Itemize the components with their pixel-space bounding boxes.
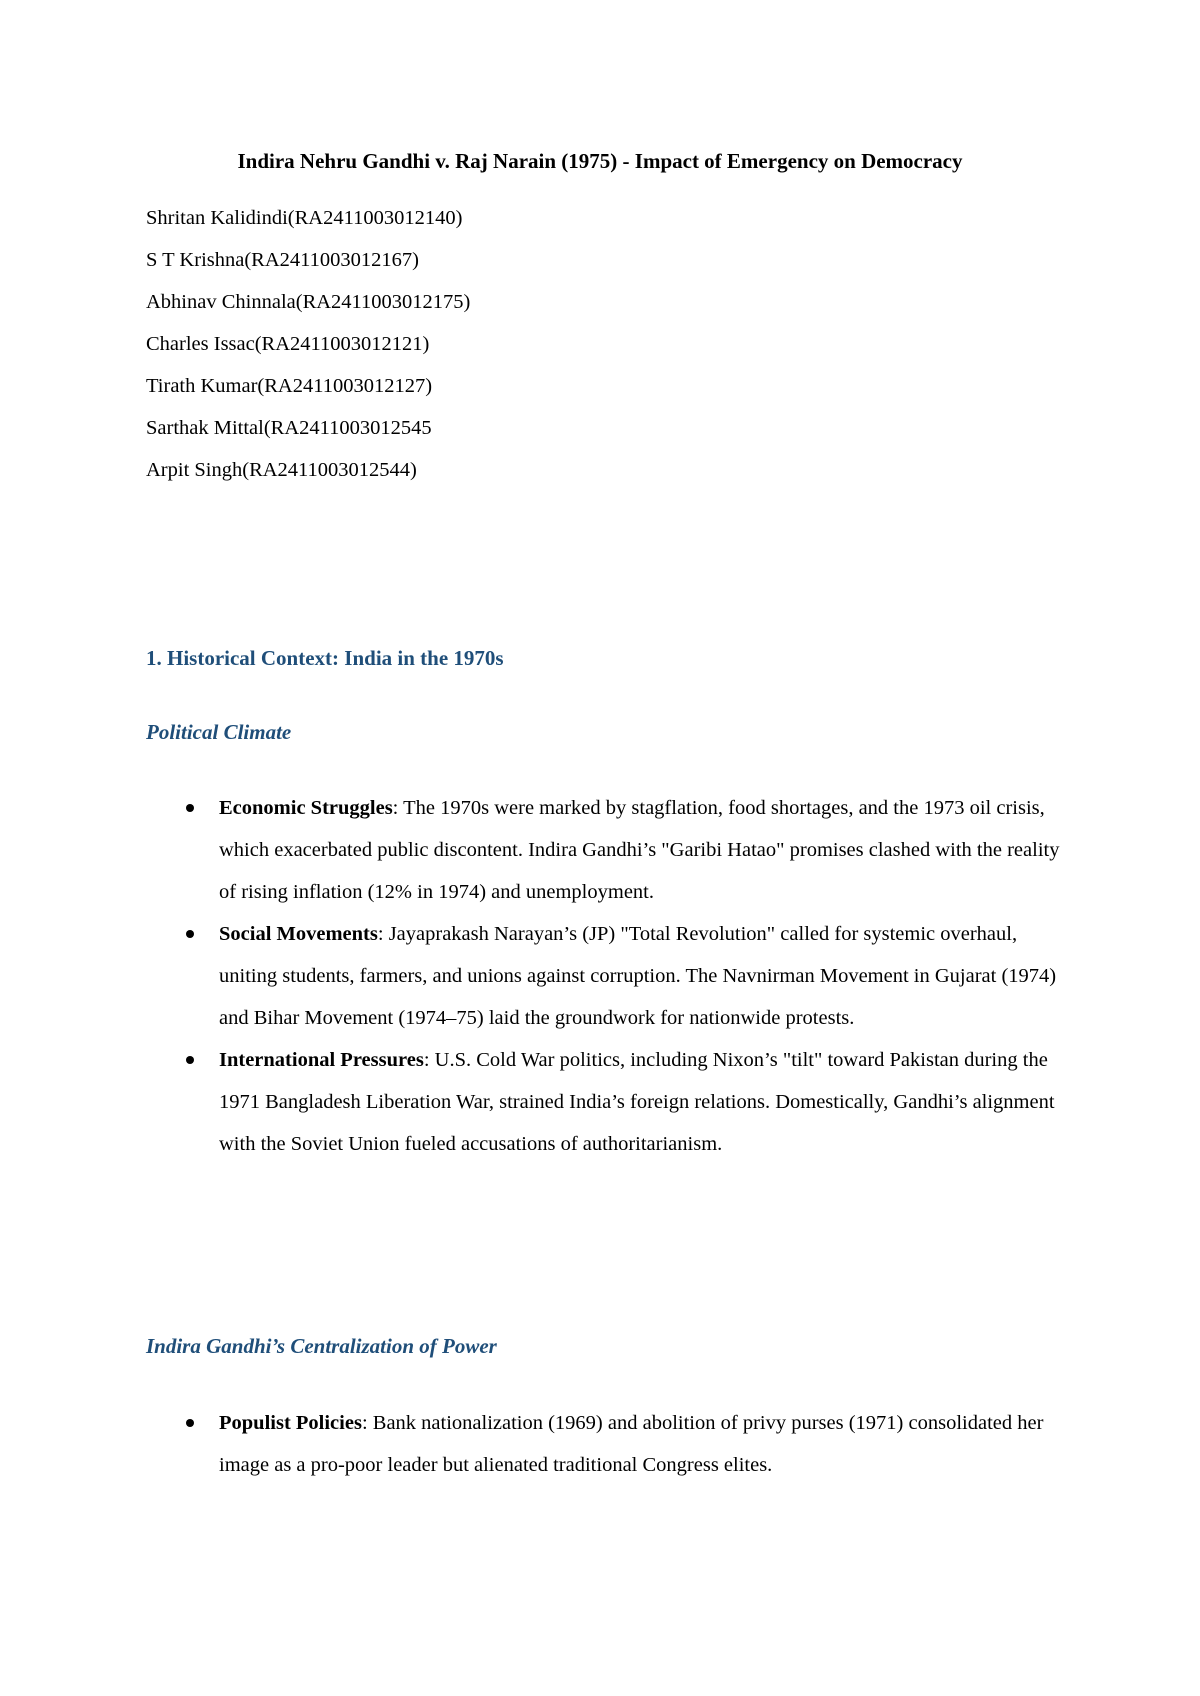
author-list — [146, 204, 470, 498]
bullet-icon — [186, 1419, 194, 1427]
author-entry: Arpit Singh(RA2411003012544) — [146, 459, 417, 481]
list-item — [146, 1039, 1066, 1165]
bullet-term: Economic Struggles — [219, 797, 393, 819]
author-entry: Charles Issac(RA2411003012121) — [146, 333, 430, 355]
bullet-icon — [186, 930, 194, 938]
author-entry: S T Krishna(RA2411003012167) — [146, 249, 419, 271]
subsection-heading-political-climate: Political Climate — [146, 720, 292, 744]
bullet-icon — [186, 1056, 194, 1064]
bullet-list-political-climate — [146, 787, 1066, 1165]
list-item — [146, 787, 1066, 913]
document-title: Indira Nehru Gandhi v. Raj Narain (1975) - Impact of Emergency on Democracy — [237, 149, 963, 173]
subsection-heading-centralization: Indira Gandhi’s Centralization of Power — [146, 1334, 497, 1358]
bullet-separator: : — [361, 1412, 368, 1434]
bullet-separator: : — [377, 923, 384, 945]
bullet-separator: : — [423, 1049, 430, 1071]
bullet-text: Jayaprakash Narayan’s (JP) "Total Revolution" called for systemic overhaul, uniting students, farmers, and unions against corruption. The Navnirman Movement in Gujarat (1974) and Bihar Movement (1974–75) laid the groundwork for nationwide protests. — [219, 923, 1057, 1029]
bullet-text: U.S. Cold War politics, including Nixon’s "tilt" toward Pakistan during the 1971 Bangladesh Liberation War, strained India’s foreign relations. Domestically, Gandhi’s alignment with the Soviet Union fueled accusations of authoritarianism. — [219, 1049, 1055, 1155]
bullet-separator: : — [392, 797, 399, 819]
bullet-term: Social Movements — [219, 923, 378, 945]
author-entry: Sarthak Mittal(RA2411003012545 — [146, 417, 432, 439]
author-entry: Tirath Kumar(RA2411003012127) — [146, 375, 433, 397]
bullet-term: Populist Policies — [219, 1412, 362, 1434]
author-entry: Abhinav Chinnala(RA2411003012175) — [146, 291, 471, 313]
bullet-icon — [186, 804, 194, 812]
bullet-text: The 1970s were marked by stagflation, food shortages, and the 1973 oil crisis, which exacerbated public discontent. Indira Gandhi’s "Garibi Hatao" promises clashed with the reality of rising inflation (12% in 1974) and unemployment. — [219, 797, 1060, 903]
list-item — [146, 1402, 1066, 1486]
section-heading: 1. Historical Context: India in the 1970s — [146, 646, 504, 670]
list-item — [146, 913, 1066, 1039]
bullet-term: International Pressures — [219, 1049, 424, 1071]
bullet-list-centralization — [146, 1402, 1066, 1486]
author-entry: Shritan Kalidindi(RA2411003012140) — [146, 207, 463, 229]
bullet-text: Bank nationalization (1969) and abolition of privy purses (1971) consolidated her image as a pro-poor leader but alienated traditional Congress elites. — [219, 1412, 1044, 1476]
